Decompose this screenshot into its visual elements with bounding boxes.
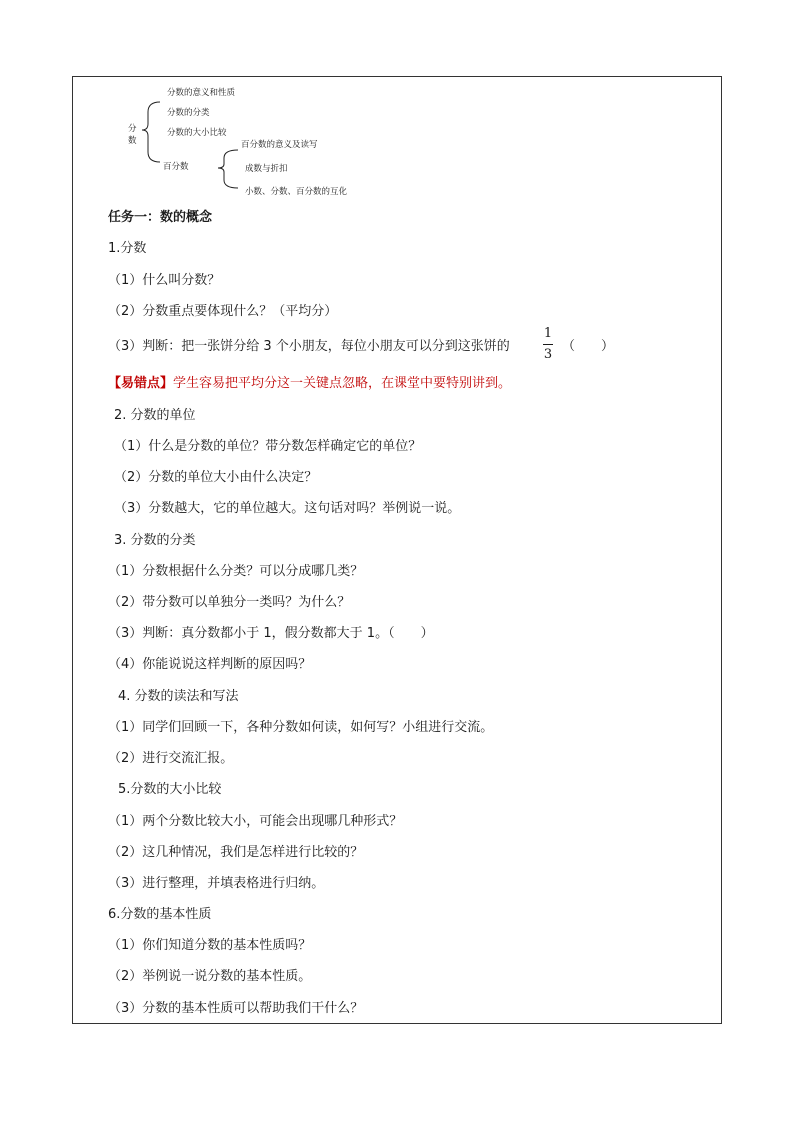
tree-root-char-1: 分 [128, 124, 137, 134]
tree-branch-percent: 百分数 [163, 162, 189, 172]
s2-question-2: （2）分数的单位大小由什么决定？ [114, 470, 318, 485]
section-6-title: 6.分数的基本性质 [108, 907, 212, 922]
s4-question-2: （2）进行交流汇报。 [108, 751, 234, 766]
tree-root-char-2: 数 [128, 136, 137, 146]
tree-sub-percent-meaning: 百分数的意义及读写 [241, 140, 318, 150]
s3-question-1: （1）分数根据什么分类？可以分成哪几类？ [108, 564, 364, 579]
s6-question-1: （1）你们知道分数的基本性质吗？ [108, 938, 312, 953]
tree-sub-conversion: 小数、分数、百分数的互化 [245, 187, 348, 197]
tree-braces [0, 0, 794, 210]
sub-brace [218, 150, 238, 188]
s6-question-3: （3）分数的基本性质可以帮助我们干什么？ [108, 1001, 364, 1016]
s5-question-2: （2）这几种情况，我们是怎样进行比较的？ [108, 845, 364, 860]
s4-question-1: （1）同学们回顾一下，各种分数如何读，如何写？小组进行交流。 [108, 720, 494, 735]
s1-question-1: （1）什么叫分数？ [108, 273, 221, 288]
section-3-title: 3. 分数的分类 [114, 533, 196, 548]
fraction-numerator: 1 [543, 326, 553, 341]
section-5-title: 5.分数的大小比较 [118, 782, 222, 797]
error-note [108, 376, 511, 392]
s5-question-3: （3）进行整理，并填表格进行归纳。 [108, 876, 325, 891]
concept-tree-diagram [0, 0, 794, 210]
main-brace [142, 102, 160, 162]
section-4-title: 4. 分数的读法和写法 [118, 689, 239, 704]
task-title: 任务一：数的概念 [108, 210, 213, 225]
section-2-title: 2. 分数的单位 [114, 408, 196, 423]
s2-question-1: （1）什么是分数的单位？带分数怎样确定它的单位？ [114, 439, 422, 454]
tree-branch-comparison: 分数的大小比较 [167, 128, 227, 138]
tree-branch-classification: 分数的分类 [167, 108, 210, 118]
tree-branch-meaning: 分数的意义和性质 [167, 88, 236, 98]
fraction-bar [543, 344, 553, 345]
section-1-title: 1.分数 [108, 241, 147, 256]
error-note-text: 学生容易把平均分这一关键点忽略，在课堂中要特别讲到。 [173, 376, 512, 391]
s1-question-2: （2）分数重点要体现什么？（平均分） [108, 304, 338, 319]
fraction-denominator: 3 [543, 347, 553, 362]
s6-question-2: （2）举例说一说分数的基本性质。 [108, 969, 312, 984]
s3-question-4: （4）你能说说这样判断的原因吗？ [108, 657, 312, 672]
s5-question-1: （1）两个分数比较大小，可能会出现哪几种形式？ [108, 814, 403, 829]
s1-question-3: （3）判断：把一张饼分给 3 个小朋友，每位小朋友可以分到这张饼的 [108, 339, 510, 354]
s1-question-3-blank: （ ） [562, 339, 615, 354]
error-note-tag: 【易错点】 [108, 376, 174, 391]
s3-question-3: （3）判断：真分数都小于 1，假分数都大于 1。（ ） [108, 626, 434, 641]
s2-question-3: （3）分数越大，它的单位越大。这句话对吗？举例说一说。 [114, 501, 461, 516]
s3-question-2: （2）带分数可以单独分一类吗？为什么？ [108, 595, 351, 610]
tree-sub-discount: 成数与折扣 [245, 164, 288, 174]
